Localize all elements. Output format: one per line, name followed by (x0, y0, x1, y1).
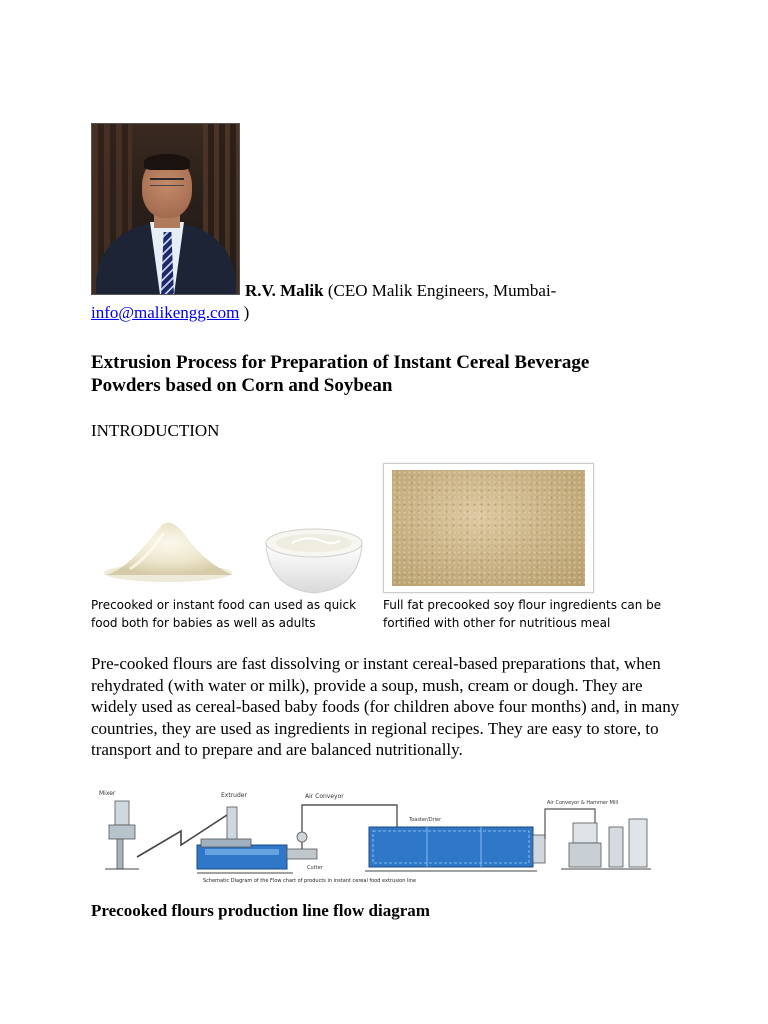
author-portrait (91, 123, 240, 295)
intro-paragraph: Pre-cooked flours are fast dissolving or instant cereal-based preparations that, when rehydrated (with water or milk), provide a soup, mush, cream or dough. They are widely used as cereal-based baby foods (for children above four months) and, in many countries, they are used as ingredients in regional recipes. They are easy to store, to transport and to prepare and are balanced nutritionally. (91, 654, 680, 759)
soy-flour-image (383, 463, 594, 593)
diagram-subheading: Precooked flours production line flow diagram (91, 901, 430, 920)
conveyor-fan (297, 832, 307, 842)
toaster-drier-unit (365, 827, 545, 871)
cream-bowl-image (262, 523, 366, 595)
label-toaster-drier: Toaster/Drier (409, 817, 442, 823)
diagram-caption: Schematic Diagram of the Flow chart of products in instant cereal food extrusion line (203, 878, 417, 884)
soy-flour-texture (392, 470, 585, 586)
author-name: R.V. Malik (245, 281, 324, 300)
portrait-hair (144, 154, 190, 170)
label-cutter: Cutter (307, 865, 323, 871)
label-air-conveyor: Air Conveyor (305, 793, 344, 800)
label-air-conveyor-mill: Air Conveyor & Hammer Mill (547, 800, 619, 806)
flour-pile-image (100, 515, 235, 583)
extruder-unit (197, 807, 293, 873)
label-extruder: Extruder (221, 792, 247, 799)
author-email-link[interactable]: info@malikengg.com (91, 303, 240, 322)
label-mixer: Mixer (99, 790, 116, 797)
author-affiliation: (CEO Malik Engineers, Mumbai- (327, 281, 557, 300)
caption-instant-food: Precooked or instant food can used as quick food both for babies as well as adults (91, 598, 357, 630)
author-byline (91, 280, 691, 324)
caption-soy-flour: Full fat precooked soy flour ingredients can be fortified with other for nutritious meal (383, 598, 662, 630)
byline-close: ) (243, 303, 250, 322)
cutter-unit (287, 849, 317, 859)
intro-heading: INTRODUCTION (91, 421, 220, 440)
article-title: Extrusion Process for Preparation of Instant Cereal Beverage Powders based on Corn and Soybean (91, 352, 590, 396)
hammer-mill-unit (545, 809, 651, 869)
portrait-glasses (150, 178, 184, 186)
mixer-unit (105, 801, 139, 869)
production-line-diagram (97, 787, 653, 885)
